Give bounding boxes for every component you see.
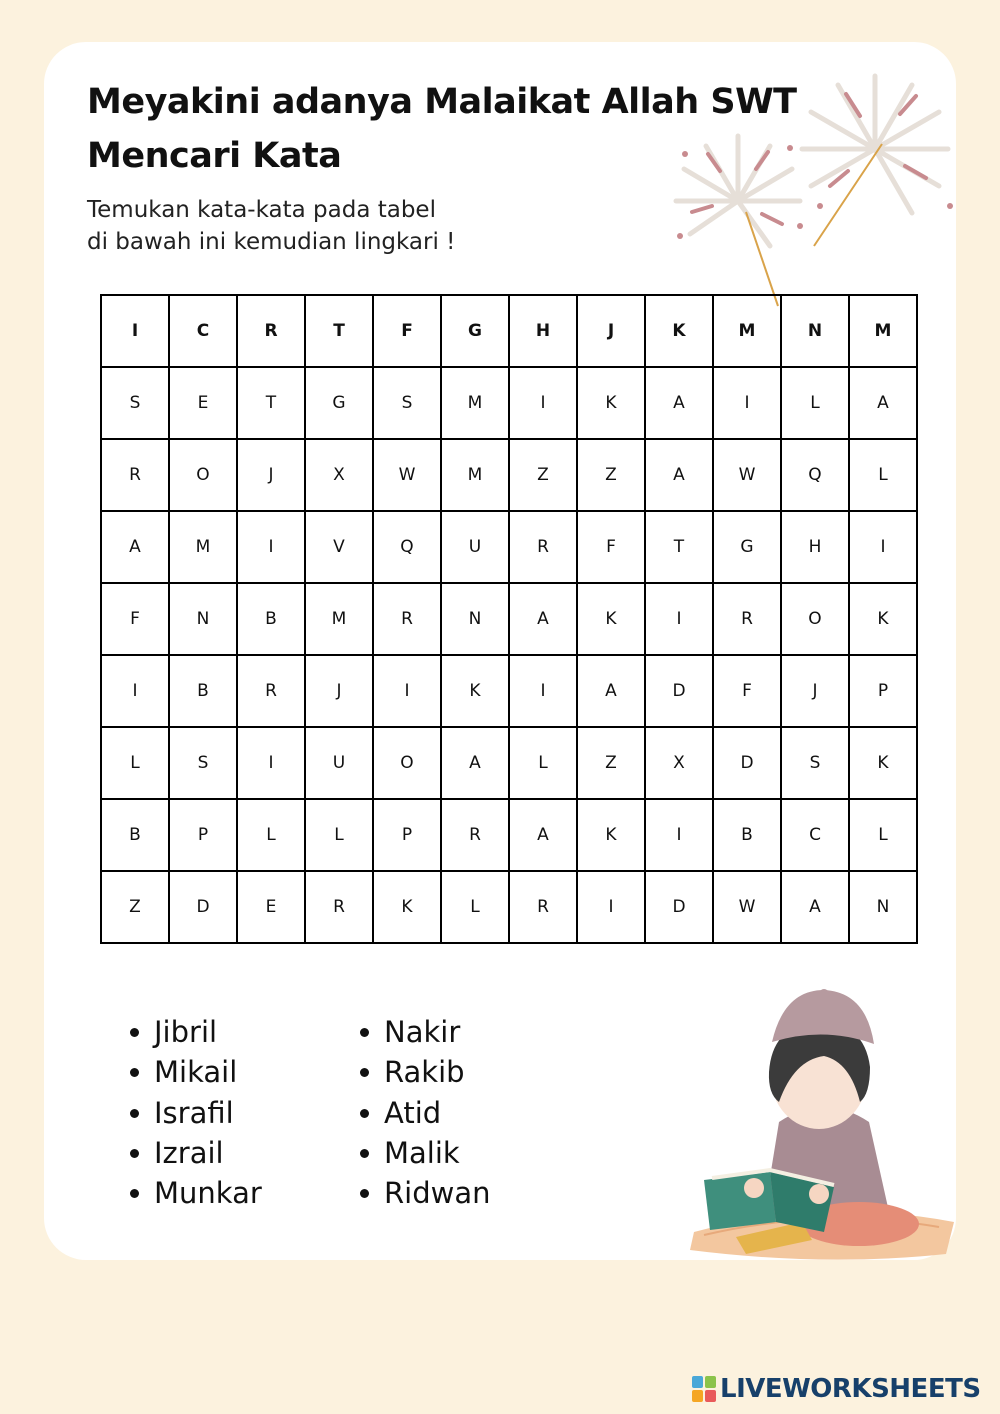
grid-cell[interactable]: A — [781, 871, 849, 943]
grid-cell[interactable]: I — [577, 871, 645, 943]
grid-cell[interactable]: E — [169, 367, 237, 439]
grid-cell[interactable]: I — [849, 511, 917, 583]
grid-cell[interactable]: N — [441, 583, 509, 655]
grid-cell[interactable]: L — [849, 799, 917, 871]
list-item: Rakib — [358, 1052, 490, 1092]
grid-cell[interactable]: C — [169, 295, 237, 367]
boy-reading-quran-icon — [684, 282, 964, 1262]
grid-cell[interactable]: I — [237, 727, 305, 799]
grid-cell[interactable]: A — [849, 367, 917, 439]
grid-cell[interactable]: I — [645, 799, 713, 871]
grid-cell[interactable]: H — [509, 295, 577, 367]
grid-cell[interactable]: T — [645, 511, 713, 583]
grid-cell[interactable]: L — [441, 871, 509, 943]
grid-cell[interactable]: O — [169, 439, 237, 511]
grid-cell[interactable]: I — [373, 655, 441, 727]
grid-cell[interactable]: J — [577, 295, 645, 367]
grid-cell[interactable]: I — [713, 367, 781, 439]
grid-cell[interactable]: I — [101, 655, 169, 727]
grid-cell[interactable]: B — [237, 583, 305, 655]
grid-cell[interactable]: R — [237, 655, 305, 727]
grid-cell[interactable]: K — [577, 583, 645, 655]
grid-cell[interactable]: N — [169, 583, 237, 655]
grid-cell[interactable]: S — [781, 727, 849, 799]
grid-cell[interactable]: A — [509, 583, 577, 655]
grid-cell[interactable]: K — [645, 295, 713, 367]
grid-cell[interactable]: C — [781, 799, 849, 871]
grid-cell[interactable]: U — [305, 727, 373, 799]
fireworks-icon — [650, 66, 960, 311]
grid-cell[interactable]: R — [101, 439, 169, 511]
grid-cell[interactable]: I — [237, 511, 305, 583]
grid-cell[interactable]: Q — [781, 439, 849, 511]
grid-cell[interactable]: I — [645, 583, 713, 655]
grid-cell[interactable]: X — [305, 439, 373, 511]
grid-cell[interactable]: K — [441, 655, 509, 727]
grid-cell[interactable]: W — [713, 871, 781, 943]
grid-cell[interactable]: K — [373, 871, 441, 943]
list-item: Malik — [358, 1133, 490, 1173]
instructions — [87, 194, 547, 258]
grid-cell[interactable]: M — [305, 583, 373, 655]
grid-cell[interactable]: L — [849, 439, 917, 511]
grid-cell[interactable]: P — [849, 655, 917, 727]
grid-cell[interactable]: F — [713, 655, 781, 727]
grid-cell[interactable]: G — [305, 367, 373, 439]
grid-cell[interactable]: R — [237, 295, 305, 367]
grid-cell[interactable]: M — [849, 295, 917, 367]
grid-cell[interactable]: T — [305, 295, 373, 367]
grid-cell[interactable]: D — [645, 655, 713, 727]
grid-cell[interactable]: K — [577, 367, 645, 439]
grid-cell[interactable]: A — [509, 799, 577, 871]
grid-cell[interactable]: R — [713, 583, 781, 655]
grid-cell[interactable]: J — [237, 439, 305, 511]
grid-cell[interactable]: N — [781, 295, 849, 367]
grid-cell[interactable]: F — [373, 295, 441, 367]
grid-cell[interactable]: R — [373, 583, 441, 655]
grid-cell[interactable]: G — [713, 511, 781, 583]
list-item: Nakir — [358, 1012, 490, 1052]
grid-cell[interactable]: A — [101, 511, 169, 583]
list-item: Ridwan — [358, 1173, 490, 1213]
grid-cell[interactable]: M — [713, 295, 781, 367]
list-item: Mikail — [128, 1052, 262, 1092]
grid-cell[interactable]: U — [441, 511, 509, 583]
grid-cell[interactable]: Q — [373, 511, 441, 583]
grid-cell[interactable]: X — [645, 727, 713, 799]
grid-cell[interactable]: S — [101, 367, 169, 439]
grid-cell[interactable]: P — [373, 799, 441, 871]
grid-cell[interactable]: K — [849, 727, 917, 799]
grid-cell[interactable]: R — [441, 799, 509, 871]
grid-cell[interactable]: D — [645, 871, 713, 943]
grid-cell[interactable]: B — [169, 655, 237, 727]
grid-cell[interactable]: G — [441, 295, 509, 367]
grid-cell[interactable]: D — [713, 727, 781, 799]
grid-cell[interactable]: A — [577, 655, 645, 727]
grid-cell[interactable]: A — [645, 367, 713, 439]
liveworksheets-brand — [692, 1372, 981, 1406]
grid-cell[interactable]: Z — [101, 871, 169, 943]
grid-cell[interactable]: M — [441, 439, 509, 511]
grid-cell[interactable]: B — [101, 799, 169, 871]
instruction-line-2: di bawah ini kemudian lingkari ! — [87, 229, 456, 255]
grid-cell[interactable]: I — [101, 295, 169, 367]
grid-cell[interactable]: S — [169, 727, 237, 799]
grid-cell[interactable]: F — [101, 583, 169, 655]
grid-cell[interactable]: R — [305, 871, 373, 943]
grid-cell[interactable]: L — [101, 727, 169, 799]
grid-cell[interactable]: L — [781, 367, 849, 439]
grid-cell[interactable]: L — [509, 727, 577, 799]
grid-cell[interactable]: W — [713, 439, 781, 511]
grid-cell[interactable]: M — [441, 367, 509, 439]
grid-cell[interactable]: F — [577, 511, 645, 583]
grid-cell[interactable]: L — [237, 799, 305, 871]
grid-cell[interactable]: D — [169, 871, 237, 943]
grid-cell[interactable]: A — [441, 727, 509, 799]
list-item: Munkar — [128, 1173, 262, 1213]
grid-cell[interactable]: B — [713, 799, 781, 871]
grid-cell[interactable]: P — [169, 799, 237, 871]
grid-cell[interactable]: A — [645, 439, 713, 511]
grid-cell[interactable]: E — [237, 871, 305, 943]
grid-cell[interactable]: O — [781, 583, 849, 655]
grid-cell[interactable]: J — [305, 655, 373, 727]
grid-cell[interactable]: K — [849, 583, 917, 655]
grid-cell[interactable]: I — [509, 367, 577, 439]
grid-cell[interactable]: N — [849, 871, 917, 943]
list-item: Izrail — [128, 1133, 262, 1173]
liveworksheets-logo-icon — [692, 1376, 716, 1402]
list-item: Israfil — [128, 1093, 262, 1133]
grid-cell[interactable]: J — [781, 655, 849, 727]
grid-cell[interactable]: O — [373, 727, 441, 799]
grid-cell[interactable]: R — [509, 511, 577, 583]
grid-cell[interactable]: M — [169, 511, 237, 583]
grid-cell[interactable]: W — [373, 439, 441, 511]
grid-cell[interactable]: Z — [577, 727, 645, 799]
grid-cell[interactable]: Z — [509, 439, 577, 511]
word-list-column-1 — [128, 1012, 262, 1213]
word-list-column-2 — [358, 1012, 490, 1213]
grid-cell[interactable]: K — [577, 799, 645, 871]
page-subtitle: Mencari Kata — [87, 136, 342, 176]
list-item: Jibril — [128, 1012, 262, 1052]
grid-cell[interactable]: S — [373, 367, 441, 439]
page-title: Meyakini adanya Malaikat Allah SWT — [87, 82, 797, 122]
grid-cell[interactable]: V — [305, 511, 373, 583]
grid-cell[interactable]: R — [509, 871, 577, 943]
list-item: Atid — [358, 1093, 490, 1133]
grid-cell[interactable]: I — [509, 655, 577, 727]
grid-cell[interactable]: L — [305, 799, 373, 871]
brand-name: LIVEWORKSHEETS — [720, 1374, 981, 1404]
grid-cell[interactable]: Z — [577, 439, 645, 511]
grid-cell[interactable]: T — [237, 367, 305, 439]
instruction-line-1: Temukan kata-kata pada tabel — [87, 197, 436, 223]
grid-cell[interactable]: H — [781, 511, 849, 583]
